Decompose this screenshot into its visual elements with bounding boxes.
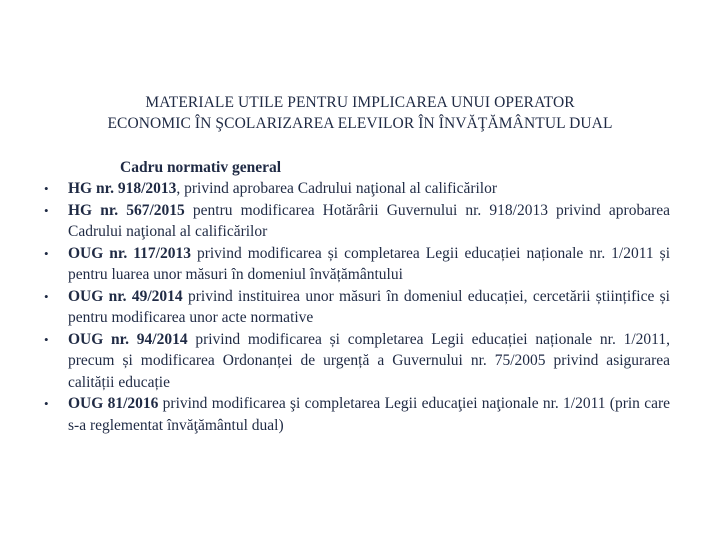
list-item <box>44 178 670 200</box>
title-line-1: MATERIALE UTILE PENTRU IMPLICAREA UNUI OPERATOR <box>145 94 575 111</box>
act-description: privind modificarea şi completarea Legii educaţiei naţionale nr. 1/2011 (prin care s-a reglementat învăţământul dual) <box>68 395 670 434</box>
page-title <box>40 92 680 134</box>
bullet-icon: • <box>44 245 49 261</box>
list-item <box>44 200 670 243</box>
act-description: pentru modificarea Hotărârii Guvernului nr. 918/2013 privind aprobarea Cadrului naţional al calificărilor <box>68 201 670 240</box>
bullet-icon: • <box>44 181 49 196</box>
list-item <box>44 243 670 286</box>
act-reference: OUG nr. 117/2013 <box>68 244 191 262</box>
act-description: privind modificarea și completarea Legii educației naționale nr. 1/2011, precum și modificarea Ordonanței de urgență a Guvernului nr. 75/2005 privind asigurarea calității educație <box>68 330 670 391</box>
act-reference: OUG nr. 94/2014 <box>68 330 188 348</box>
bullet-icon: • <box>44 396 49 411</box>
title-line-2: ECONOMIC ÎN ŞCOLARIZAREA ELEVILOR ÎN ÎNVĂŢĂMÂNTUL DUAL <box>107 115 613 132</box>
act-description: privind modificarea și completarea Legii educației naționale nr. 1/2011 și pentru luarea unor măsuri în domeniul învățământului <box>68 244 671 283</box>
bullet-icon: • <box>44 288 49 304</box>
bullet-icon: • <box>44 331 49 347</box>
act-reference: HG nr. 918/2013 <box>68 180 177 197</box>
legislation-list <box>44 178 670 436</box>
act-description: privind instituirea unor măsuri în domeniul educației, cercetării științifice și pentru modificarea unor acte normative <box>68 287 670 326</box>
list-item <box>44 393 670 436</box>
bullet-icon: • <box>44 202 49 218</box>
section-subheading: Cadru normativ general <box>120 159 282 176</box>
list-item <box>44 286 670 329</box>
act-reference: HG nr. 567/2015 <box>68 201 185 219</box>
act-reference: OUG nr. 49/2014 <box>68 287 183 305</box>
act-description: , privind aprobarea Cadrului naţional al calificărilor <box>176 180 498 197</box>
act-reference: OUG 81/2016 <box>68 395 159 412</box>
list-item <box>44 329 670 394</box>
